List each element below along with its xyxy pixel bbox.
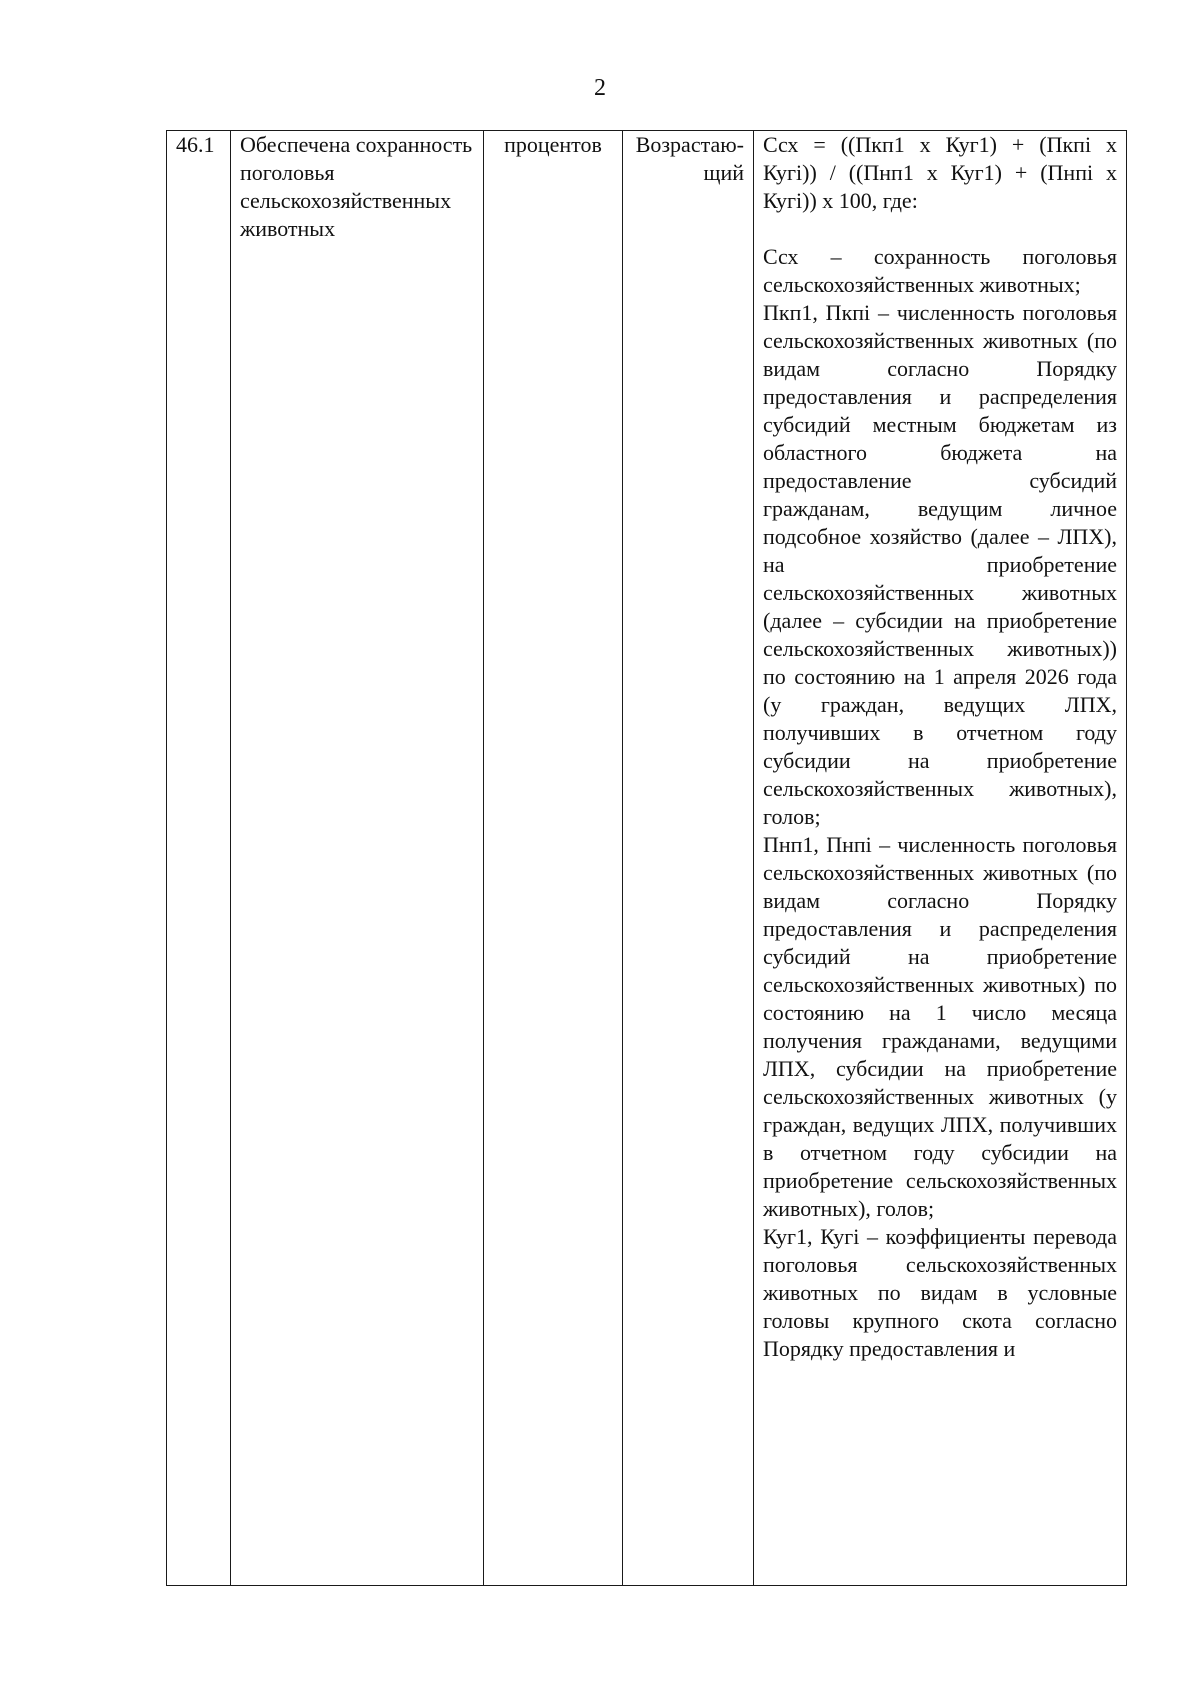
definition-kug: Куг1, Кугi – коэффициенты перевода поголовья сельскохозяйственных животных по видам в условные головы крупного скота согласно Порядку предоставления и	[763, 1224, 1117, 1361]
formula-cell	[754, 131, 1127, 1586]
row-number: 46.1	[176, 132, 215, 157]
indicator-name-cell	[231, 131, 484, 1586]
table-row	[167, 131, 1127, 1586]
formula-line-1: Ссх = ((Пкп1 х Куг1) + (Пкпi х	[763, 132, 1117, 157]
definition-pkp: Пкп1, Пкпi – численность поголовья сельскохозяйственных животных (по видам согласно Порядку предоставления и распределения субсидий местным бюджетам из областного бюджета на предоставление субсидий гражданам, ведущим личное подсобное хозяйство (далее – ЛПХ), на приобретение сельскохозяйственных животных (далее – субсидии на приобретение сельскохозяйственных животных)) по состоянию на 1 апреля 2026 года (у граждан, ведущих ЛПХ, получивших в отчетном году субсидии на приобретение сельскохозяйственных животных), голов;	[763, 300, 1117, 829]
formula-line-3: Кугi)) х 100, где:	[763, 188, 918, 213]
indicator-table	[166, 130, 1127, 1586]
unit-value: процентов	[504, 132, 602, 157]
indicator-name: Обеспечена сохранность поголовья сельскохозяйственных животных	[240, 132, 473, 241]
definition-ssh: Ссх – сохранность поголовья сельскохозяйственных животных;	[763, 244, 1117, 297]
trend-line-2: щий	[703, 160, 744, 185]
unit-cell	[484, 131, 623, 1586]
definition-pnp: Пнп1, Пнпi – численность поголовья сельскохозяйственных животных (по видам согласно Порядку предоставления и распределения субсидий на приобретение сельскохозяйственных животных) по состоянию на 1 число месяца получения гражданами, ведущими ЛПХ, субсидии на приобретение сельскохозяйственных животных (у граждан, ведущих ЛПХ, получивших в отчетном году субсидии на приобретение сельскохозяйственных животных), голов;	[763, 832, 1117, 1221]
page-number: 2	[594, 75, 606, 101]
trend-cell	[623, 131, 754, 1586]
row-number-cell	[167, 131, 231, 1586]
formula-line-2: Кугi)) / ((Пнп1 х Куг1) + (Пнпi х	[763, 160, 1117, 185]
formula-spacer	[763, 215, 1117, 243]
trend-line-1: Возрастаю-	[635, 132, 744, 157]
